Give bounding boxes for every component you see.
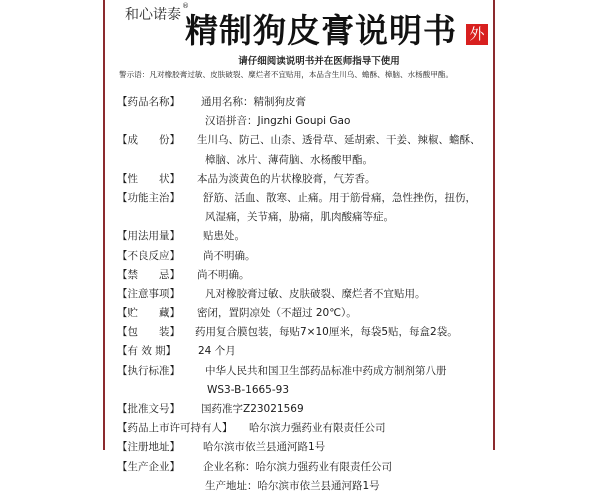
section-indications (117, 190, 487, 225)
section-precautions (117, 286, 487, 302)
section-label: 【药品上市许可持有人】 (117, 422, 233, 435)
section-label: 【生产企业】 (117, 460, 180, 473)
section-value (195, 228, 487, 244)
section-label: 【包 装】 (117, 326, 180, 339)
value-line: 尚不明确。 (203, 249, 256, 262)
value-line: 生川乌、防己、山柰、透骨草、延胡索、干姜、辣椒、蟾酥、 (197, 134, 481, 147)
section-expiry (117, 343, 487, 359)
section-value (195, 363, 487, 398)
section-dosage (117, 228, 487, 244)
brand-logo (125, 4, 189, 24)
sections-list (117, 94, 487, 497)
section-label: 【成 份】 (117, 134, 180, 147)
value-line: 密闭，置阴凉处（不超过 20℃）。 (197, 307, 357, 320)
section-label: 【执行标准】 (117, 364, 180, 377)
value-line: 企业名称：哈尔滨力强药业有限责任公司 (203, 460, 392, 473)
section-standard (117, 363, 487, 398)
section-value (195, 171, 487, 187)
section-packaging (117, 324, 487, 340)
section-value (195, 324, 487, 340)
page-title: 精制狗皮膏说明书 (185, 11, 457, 50)
value-line: 尚不明确。 (197, 268, 250, 281)
value-line: 本品为淡黄色的片状橡胶膏，气芳香。 (197, 172, 376, 185)
section-value (195, 305, 487, 321)
value-line: 哈尔滨力强药业有限责任公司 (249, 422, 386, 435)
section-value (195, 343, 487, 359)
section-value (195, 132, 487, 167)
section-contraindications (117, 267, 487, 283)
section-manufacturer (117, 459, 487, 494)
section-value (245, 420, 487, 436)
value-line: 通用名称：精制狗皮膏 (201, 96, 306, 108)
section-value (195, 439, 487, 455)
section-value (195, 94, 487, 129)
section-label: 【不良反应】 (117, 249, 180, 262)
value-line: 24 个月 (198, 345, 236, 358)
section-value (195, 286, 487, 302)
section-storage (117, 305, 487, 321)
external-use-badge: 外 (466, 24, 488, 45)
registered-mark: ® (182, 2, 189, 10)
section-adverse-reactions (117, 248, 487, 264)
value-line: 风湿痛，关节痛，胁痛，肌肉酸痛等症。 (205, 211, 394, 224)
value-line: 药用复合膜包装，每贴7×10厘米，每袋5贴，每盒2袋。 (195, 326, 458, 339)
section-label: 【批准文号】 (117, 403, 180, 415)
value-line: 生产地址：哈尔滨市依兰县通河路1号 (205, 479, 380, 492)
section-ingredients (117, 132, 487, 167)
section-value (195, 459, 487, 494)
value-line: 哈尔滨市依兰县通河路1号 (203, 441, 326, 454)
value-line: 凡对橡胶膏过敏、皮肤破裂、糜烂者不宜贴用。 (205, 287, 426, 300)
section-label: 【有 效 期】 (117, 345, 177, 358)
section-value (195, 401, 487, 417)
section-label: 【禁 忌】 (117, 268, 180, 281)
section-approval-number (117, 401, 487, 417)
section-label: 【功能主治】 (117, 191, 180, 204)
section-value (195, 248, 487, 264)
value-line: WS3-B-1665-93 (207, 383, 290, 396)
value-line: 汉语拼音：Jingzhi Goupi Gao (205, 115, 351, 128)
value-line: 国药准字Z23021569 (201, 403, 304, 415)
value-line: 贴患处。 (203, 230, 245, 243)
section-appearance (117, 171, 487, 187)
section-label: 【贮 藏】 (117, 307, 180, 320)
section-drug-name (117, 94, 487, 129)
section-label: 【注意事项】 (117, 287, 180, 300)
section-label: 【性 状】 (117, 172, 180, 185)
section-label: 【用法用量】 (117, 230, 180, 243)
section-label: 【药品名称】 (117, 96, 180, 108)
section-value (195, 267, 487, 283)
section-registered-address (117, 439, 487, 455)
brand-name: 和心诺泰 (125, 7, 181, 23)
section-license-holder (117, 420, 487, 436)
subtitle: 请仔细阅读说明书并在医师指导下使用 (238, 56, 400, 67)
value-line: 舒筋、活血、散寒、止痛。用于筋骨痛，急性挫伤，扭伤， (203, 191, 476, 204)
warning-text: 警示语：凡对橡胶膏过敏、皮肤破裂、糜烂者不宜贴用，本品含生川乌、蟾酥、樟脑、水杨酸甲酯。 (119, 70, 454, 79)
section-label: 【注册地址】 (117, 441, 180, 454)
instruction-sheet (103, 0, 495, 492)
section-value (195, 190, 487, 225)
value-line: 樟脑、冰片、薄荷脑、水杨酸甲酯。 (205, 153, 373, 166)
value-line: 中华人民共和国卫生部药品标准中药成方制剂第八册 (205, 364, 447, 377)
